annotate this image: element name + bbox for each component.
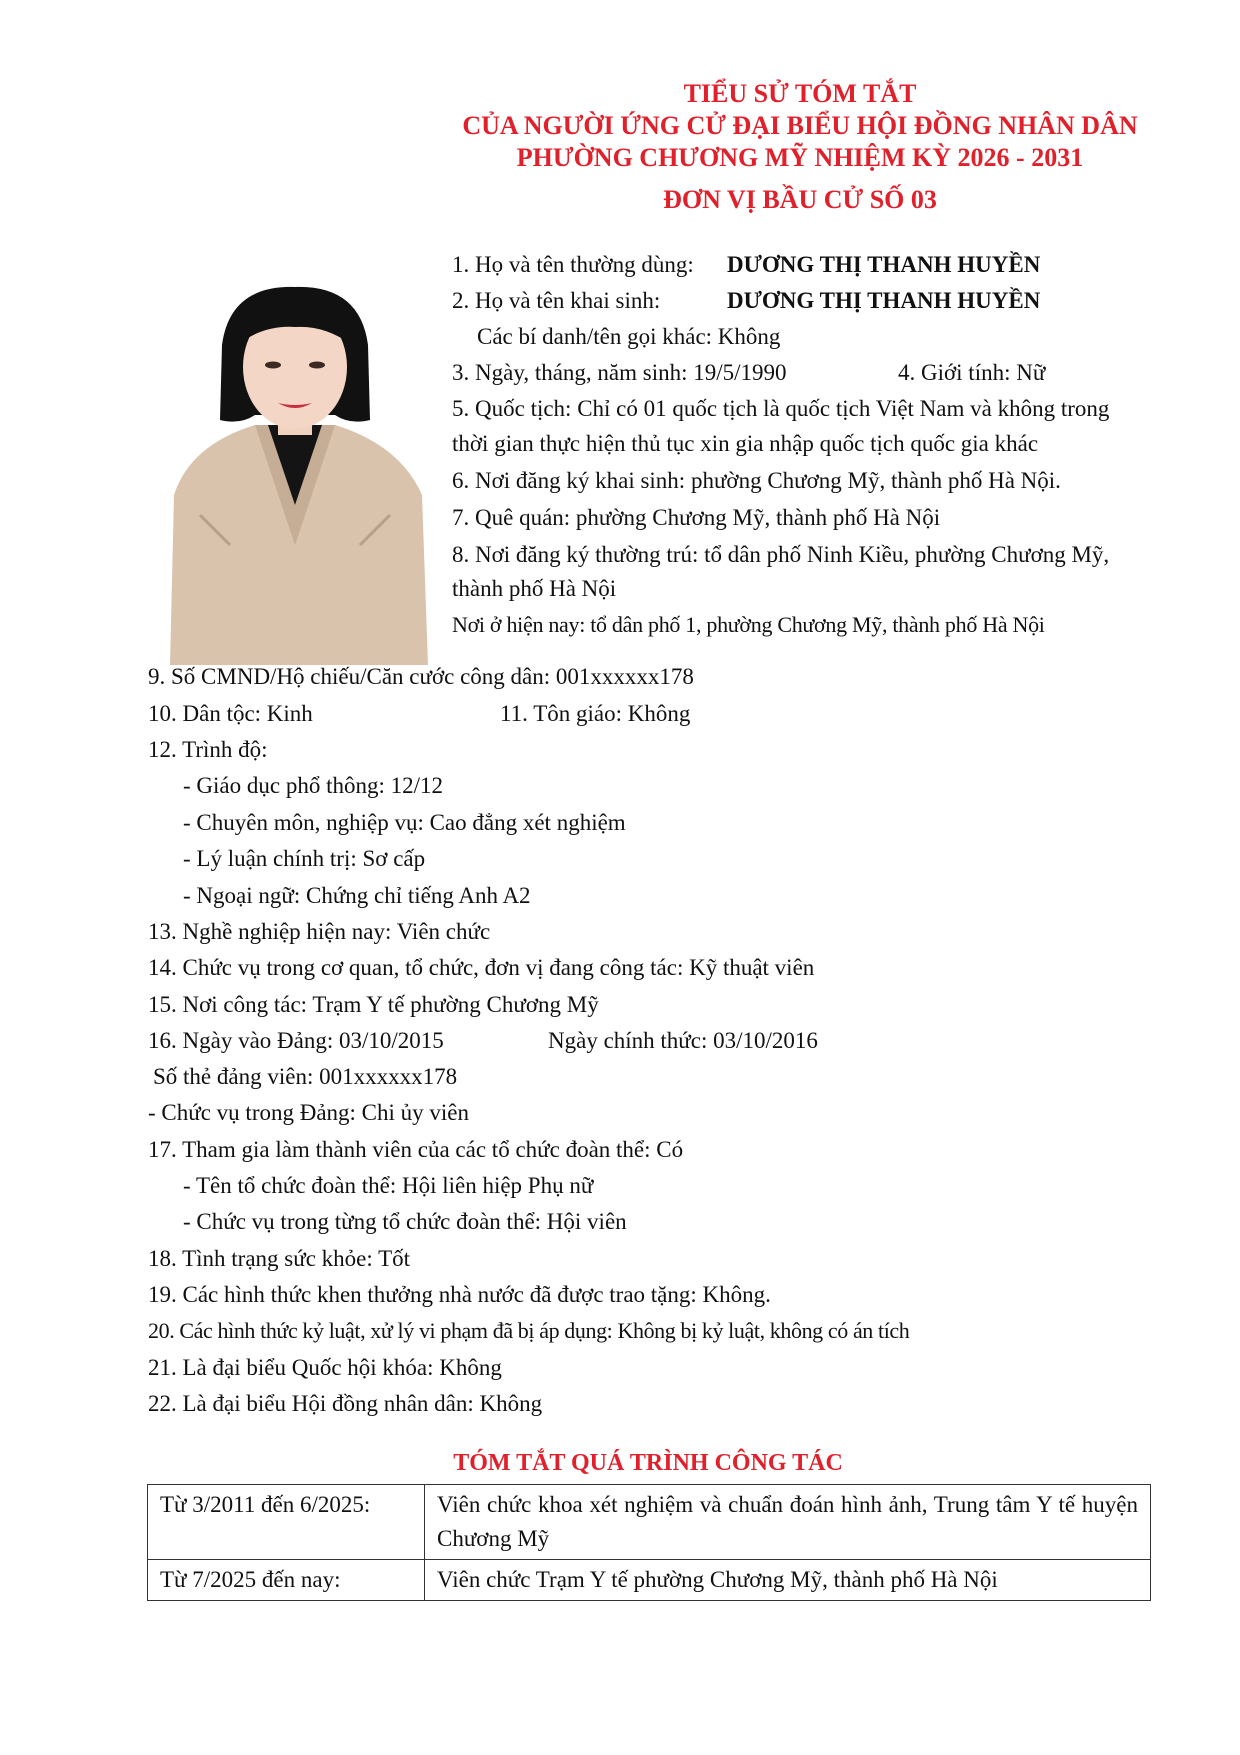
field-birth-name-label: 2. Họ và tên khai sinh:	[452, 288, 661, 313]
field-position: 14. Chức vụ trong cơ quan, tổ chức, đơn vị đang công tác: Kỹ thuật viên	[148, 955, 815, 980]
field-national-assembly: 21. Là đại biểu Quốc hội khóa: Không	[148, 1355, 502, 1380]
field-education-professional: - Chuyên môn, nghiệp vụ: Cao đẳng xét nghiệm	[183, 810, 626, 835]
field-nationality-cont: thời gian thực hiện thủ tục xin gia nhập quốc tịch quốc gia khác	[452, 431, 1039, 456]
field-party-card: Số thẻ đảng viên: 001xxxxxx178	[153, 1064, 458, 1089]
work-period: Từ 7/2025 đến nay:	[148, 1560, 425, 1601]
field-hometown: 7. Quê quán: phường Chương Mỹ, thành phố Hà Nội	[452, 505, 941, 530]
field-health: 18. Tình trạng sức khỏe: Tốt	[148, 1246, 411, 1271]
field-discipline: 20. Các hình thức kỷ luật, xử lý vi phạm đã bị áp dụng: Không bị kỷ luật, không có án tích	[148, 1318, 910, 1343]
field-peoples-council: 22. Là đại biểu Hội đồng nhân dân: Không	[148, 1391, 543, 1416]
field-awards: 19. Các hình thức khen thưởng nhà nước đã được trao tặng: Không.	[148, 1282, 771, 1307]
field-organizations: 17. Tham gia làm thành viên của các tổ chức đoàn thể: Có	[148, 1137, 684, 1162]
work-description: Viên chức Trạm Y tế phường Chương Mỹ, thành phố Hà Nội	[425, 1560, 1151, 1601]
field-gender: 4. Giới tính: Nữ	[898, 360, 1046, 385]
field-education-political: - Lý luận chính trị: Sơ cấp	[183, 846, 426, 871]
doc-subtitle-2: PHƯỜNG CHƯƠNG MỸ NHIỆM KỲ 2026 - 2031	[516, 143, 1084, 172]
field-workplace: 15. Nơi công tác: Trạm Y tế phường Chương Mỹ	[148, 992, 599, 1017]
field-common-name-label: 1. Họ và tên thường dùng:	[452, 252, 694, 277]
field-birth-registration: 6. Nơi đăng ký khai sinh: phường Chương Mỹ, thành phố Hà Nội.	[452, 468, 1061, 493]
field-id-number: 9. Số CMND/Hộ chiếu/Căn cước công dân: 001xxxxxx178	[148, 664, 694, 689]
field-education-general: - Giáo dục phổ thông: 12/12	[183, 773, 443, 798]
work-history-table	[147, 1484, 1151, 1601]
electoral-unit: ĐƠN VỊ BẦU CỬ SỐ 03	[663, 185, 937, 214]
field-current-residence: Nơi ở hiện nay: tổ dân phố 1, phường Chương Mỹ, thành phố Hà Nội	[452, 612, 1045, 637]
field-nationality: 5. Quốc tịch: Chỉ có 01 quốc tịch là quốc tịch Việt Nam và không trong	[452, 396, 1110, 421]
field-organization-name: - Tên tổ chức đoàn thể: Hội liên hiệp Phụ nữ	[183, 1173, 594, 1198]
work-history-title: TÓM TẮT QUÁ TRÌNH CÔNG TÁC	[453, 1450, 843, 1476]
field-alias: Các bí danh/tên gọi khác: Không	[477, 324, 781, 349]
field-common-name-value: DƯƠNG THỊ THANH HUYỀN	[727, 252, 1041, 277]
field-permanent-residence-cont: thành phố Hà Nội	[452, 576, 617, 601]
work-period: Từ 3/2011 đến 6/2025:	[148, 1485, 425, 1560]
field-party-join-date: 16. Ngày vào Đảng: 03/10/2015	[148, 1028, 444, 1053]
field-education-language: - Ngoại ngữ: Chứng chỉ tiếng Anh A2	[183, 883, 531, 908]
table-row	[148, 1485, 1151, 1560]
field-education: 12. Trình độ:	[148, 737, 268, 762]
field-religion: 11. Tôn giáo: Không	[500, 701, 691, 726]
field-permanent-residence: 8. Nơi đăng ký thường trú: tổ dân phố Ninh Kiều, phường Chương Mỹ,	[452, 542, 1110, 567]
doc-subtitle-1: CỦA NGƯỜI ỨNG CỬ ĐẠI BIỂU HỘI ĐỒNG NHÂN DÂN	[462, 111, 1138, 140]
field-party-position: - Chức vụ trong Đảng: Chi ủy viên	[148, 1100, 470, 1125]
field-party-official-date: Ngày chính thức: 03/10/2016	[548, 1028, 818, 1053]
doc-title: TIỂU SỬ TÓM TẮT	[683, 79, 917, 108]
work-description: Viên chức khoa xét nghiệm và chuẩn đoán hình ảnh, Trung tâm Y tế huyện Chương Mỹ	[425, 1485, 1151, 1560]
table-row	[148, 1560, 1151, 1601]
candidate-portrait	[160, 285, 430, 665]
field-organization-role: - Chức vụ trong từng tổ chức đoàn thể: Hội viên	[183, 1209, 627, 1234]
field-occupation: 13. Nghề nghiệp hiện nay: Viên chức	[148, 919, 491, 944]
field-birth-name-value: DƯƠNG THỊ THANH HUYỀN	[727, 288, 1041, 313]
field-ethnicity: 10. Dân tộc: Kinh	[148, 701, 313, 726]
field-birth-date: 3. Ngày, tháng, năm sinh: 19/5/1990	[452, 360, 787, 385]
